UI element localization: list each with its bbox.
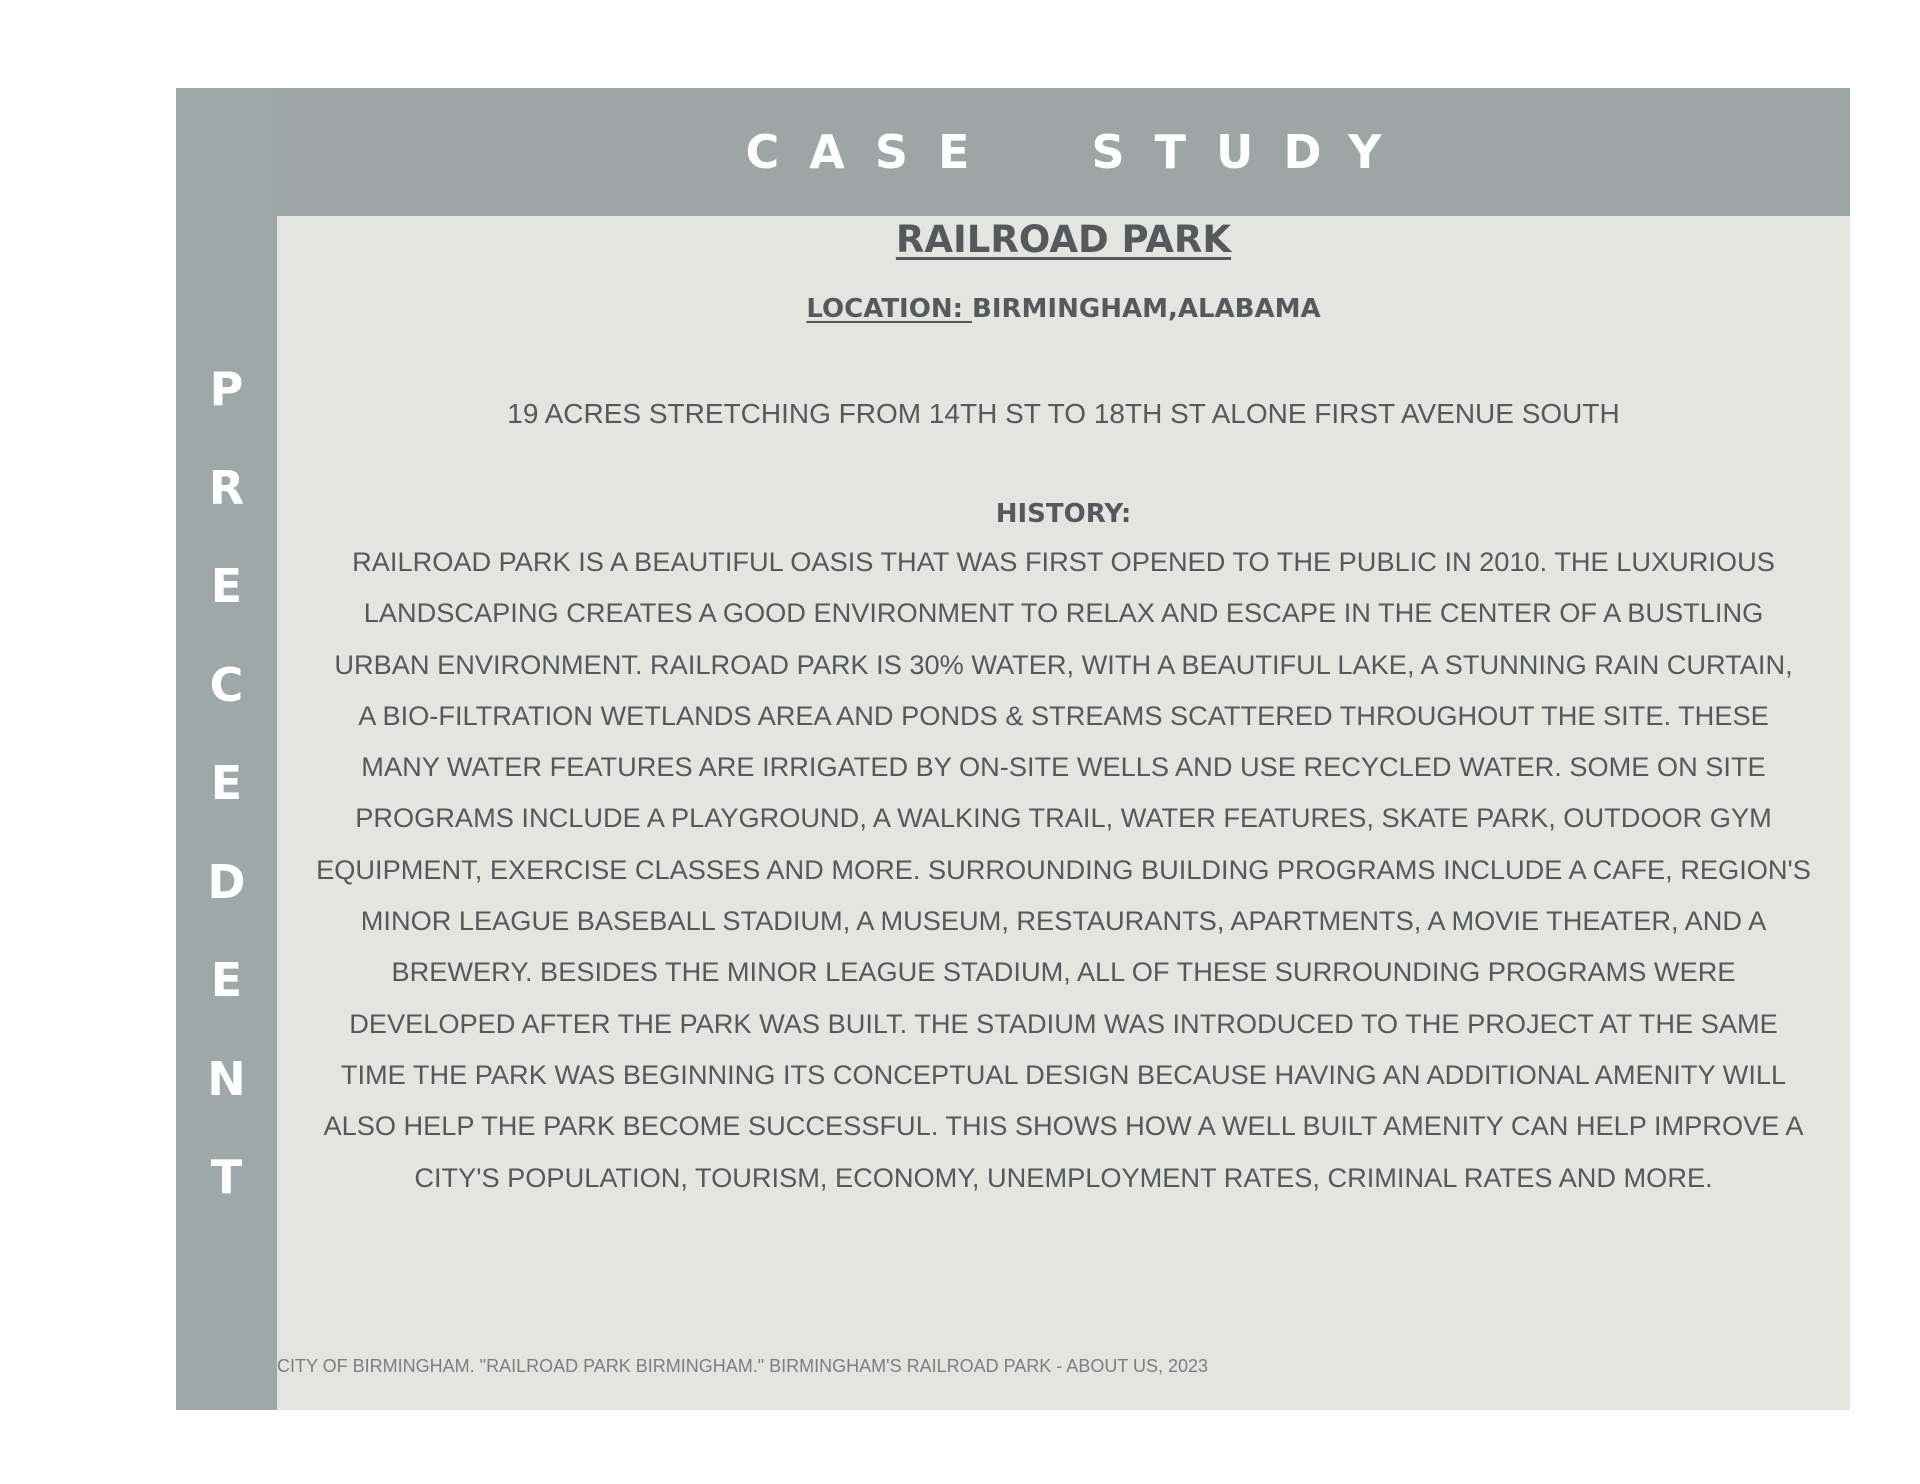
- history-line: ALSO HELP THE PARK BECOME SUCCESSFUL. THIS SHOWS HOW A WELL BUILT AMENITY CAN HELP IMPROVE A: [323, 1110, 1804, 1142]
- sidebar-letter: T: [210, 1150, 243, 1204]
- sidebar-letter: C: [209, 657, 244, 712]
- history-line: BREWERY. BESIDES THE MINOR LEAGUE STADIUM, ALL OF THESE SURROUNDING PROGRAMS WERE: [391, 956, 1736, 988]
- history-line: DEVELOPED AFTER THE PARK WAS BUILT. THE STADIUM WAS INTRODUCED TO THE PROJECT AT THE SAME: [349, 1007, 1778, 1039]
- sidebar-vertical-word: [176, 340, 277, 1227]
- history-paragraph: [281, 536, 1846, 1203]
- location-line: [277, 294, 1850, 324]
- sidebar-letter: E: [210, 756, 243, 810]
- site-size-text: 19 ACRES STRETCHING FROM 14TH ST TO 18TH ST ALONE FIRST AVENUE SOUTH: [507, 398, 1620, 429]
- history-line: PROGRAMS INCLUDE A PLAYGROUND, A WALKING TRAIL, WATER FEATURES, SKATE PARK, OUTDOOR GYM: [355, 802, 1772, 834]
- sidebar-letter: R: [208, 460, 245, 515]
- history-line: MANY WATER FEATURES ARE IRRIGATED BY ON-SITE WELLS AND USE RECYCLED WATER. SOME ON SITE: [361, 751, 1766, 783]
- history-line: EQUIPMENT, EXERCISE CLASSES AND MORE. SURROUNDING BUILDING PROGRAMS INCLUDE A CAFE, REGION'S: [316, 853, 1811, 885]
- header-banner: [277, 88, 1850, 216]
- sidebar-letter: E: [210, 953, 243, 1007]
- sidebar-letter: P: [209, 362, 244, 416]
- case-study-slide: [176, 88, 1850, 1410]
- sidebar-letter: N: [207, 1051, 246, 1106]
- history-line: URBAN ENVIRONMENT. RAILROAD PARK IS 30% WATER, WITH A BEAUTIFUL LAKE, A STUNNING RAIN CURTAIN,: [334, 648, 1793, 680]
- location-label: LOCATION:: [806, 294, 973, 324]
- sidebar-letter: E: [210, 559, 243, 613]
- citation: CITY OF BIRMINGHAM. "RAILROAD PARK BIRMINGHAM." BIRMINGHAM'S RAILROAD PARK - ABOUT US, 2023: [277, 1356, 1209, 1376]
- sidebar-letter: D: [207, 854, 246, 909]
- header-title: CASE STUDY: [745, 125, 1412, 179]
- history-line: MINOR LEAGUE BASEBALL STADIUM, A MUSEUM, RESTAURANTS, APARTMENTS, A MOVIE THEATER, AND A: [360, 905, 1767, 937]
- history-line: RAILROAD PARK IS A BEAUTIFUL OASIS THAT WAS FIRST OPENED TO THE PUBLIC IN 2010. THE LUXURIOUS: [352, 546, 1775, 577]
- history-line: A BIO-FILTRATION WETLANDS AREA AND PONDS & STREAMS SCATTERED THROUGHOUT THE SITE. THESE: [358, 699, 1769, 731]
- location-value: BIRMINGHAM,ALABAMA: [972, 294, 1321, 324]
- history-heading: HISTORY:: [995, 499, 1132, 529]
- history-line: LANDSCAPING CREATES A GOOD ENVIRONMENT TO RELAX AND ESCAPE IN THE CENTER OF A BUSTLING: [363, 597, 1764, 629]
- history-line: CITY'S POPULATION, TOURISM, ECONOMY, UNEMPLOYMENT RATES, CRIMINAL RATES AND MORE.: [414, 1161, 1713, 1193]
- park-title: RAILROAD PARK: [895, 218, 1232, 261]
- sidebar: [176, 88, 277, 1410]
- history-line: TIME THE PARK WAS BEGINNING ITS CONCEPTUAL DESIGN BECAUSE HAVING AN ADDITIONAL AMENITY WILL: [340, 1058, 1787, 1090]
